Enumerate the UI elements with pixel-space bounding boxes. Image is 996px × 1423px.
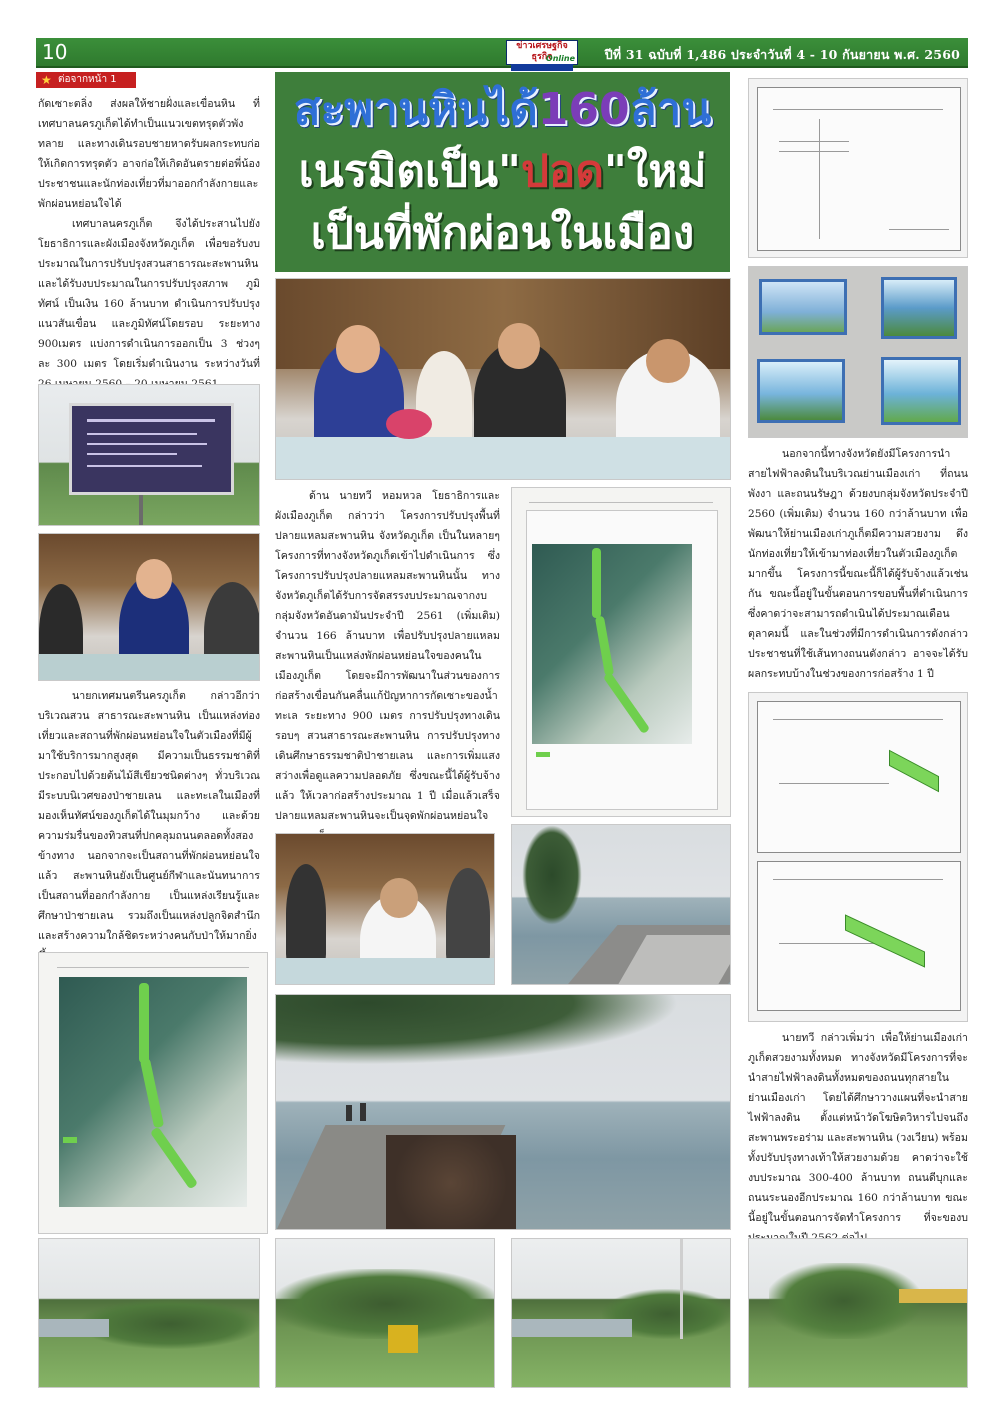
photo-plan-drawing-top bbox=[748, 78, 968, 258]
photo-design-renderings bbox=[748, 266, 968, 438]
photo-park-beach-1 bbox=[38, 1238, 260, 1388]
photo-meeting-official bbox=[275, 833, 495, 985]
issue-info: ปีที่ 31 ฉบับที่ 1,486 ประจำวันที่ 4 - 10 กันยายน พ.ศ. 2560 bbox=[604, 47, 960, 62]
photo-meeting-panel bbox=[275, 278, 731, 480]
paragraph: นายกเทศมนตรีนครภูเก็ต กล่าวอีกว่า บริเวณสวน สาธารณะสะพานหิน เป็นแหล่งท่องเที่ยวและสถานที่พักผ่อนหย่อนใจในตัวเมืองที่มีผู้มาใช้บริการมากสูงสุด มีความเป็นธรรมชาติที่ประกอบไปด้วยต้นไม้สีเขียวชนิดต่างๆ ทั่วบริเวณ มีระบบนิเวศของป่าชายเลน และทะเลในเมืองที่มองเห็นทัศน์ของภูเก็ตได้ในมุมกว้าง และด้วยความร่มรื่นของทิวสนที่ปกคลุมถนนตลอดทั้งสองข้างทาง นอกจากจะเป็นสถานที่พักผ่อนหย่อนใจแล้ว สะพานหินยังเป็นศูนย์กีฬาและนันทนาการ เป็นสถานที่ออกกำลังกาย เป็นแหล่งเรียนรู้และศึกษาป่าชายเลน รวมถึงเป็นแหล่งปลูกจิตสำนึกและสร้างความใกล้ชิดระหว่างคนกับป่าให้มากยิ่ง bbox=[38, 690, 260, 942]
continued-tag: ★ ต่อจากหน้า 1 bbox=[36, 72, 136, 88]
photo-seafront-promenade bbox=[275, 994, 731, 1230]
column-1-text-bottom bbox=[38, 686, 260, 948]
logo-title: ข่าวเศรษฐกิจธุรกิจ bbox=[516, 41, 568, 62]
photo-signboard bbox=[38, 384, 260, 526]
photo-park-palms bbox=[748, 1238, 968, 1388]
logo-online: Online bbox=[545, 54, 575, 63]
photo-park-beach-2 bbox=[511, 1238, 731, 1388]
column-3-text-top bbox=[748, 444, 968, 690]
paragraph: เทศบาลนครภูเก็ต จึงได้ประสานไปยังโยธาธิการและผังเมืองจังหวัดภูเก็ต เพื่อขอรับงบประมาณในการปรับปรุงสวนสาธารณะสะพานหิน และได้รับงบประมาณในการปรับปรุงสภาพ ภูมิทัศน์ เป็นเงิน 160 ล้านบาท ดำเนินการปรับปรุงแนวสันเขื่อน และภูมิทัศน์โดยรอบ ระยะทาง 900เมตร แบ่งการดำเนินการออกเป็น 3 ช่วงๆ ละ 300 เมตร โดยเริ่มดำเนินงาน ระหว่างวันที่ bbox=[38, 218, 260, 370]
column-2-text bbox=[275, 486, 500, 826]
headline-line-2: เนรมิตเป็น"ปอด"ใหม่ bbox=[298, 146, 707, 197]
star-icon: ★ bbox=[41, 73, 52, 87]
column-1-text-top bbox=[38, 94, 260, 380]
headline-line-3: เป็นที่พักผ่อนในเมือง bbox=[310, 208, 695, 259]
paragraph: ด้าน นายทวี หอมหวล โยธาธิการและผังเมืองภูเก็ต กล่าวว่า โครงการปรับปรุงพื้นที่ปลายแหลมสะพานหิน จังหวัดภูเก็ต เป็นในหลายๆ โครงการที่ทางจังหวัดภูเก็ตเข้าไปดำเนินการ ซึ่งโครงการปรับปรุงปลายแหลมสะพานหินนั้น ทางจังหวัดภูเก็ตได้รับการจัดสรรงบประมาณจากงบกลุ่มจังหวัดอันดามันประจำปี 2561 (เพิ่มเติม) จำนวน 166 ล้านบาท เพื่อปรับปรุงปลายแหลมสะพานหินเป็นแหล่งพักผ่อนหย่อนใจของคนในเมืองภูเก็ต โดยจะมีการพัฒนาในส่วนของการก่อสร้างเขื่อนกันคลื่นแก้ปัญหาการกัดเซาะของน้ำทะเล ระยะทาง 900 เมตร การปรับปรุงทางเดินรอบๆ สวนสาธารณะสะพานหิน การปรับปรุงทางเดินศึกษาธรรมชาติป่าชายเลน และการเพิ่มแสงสว่างเพื่อดูแลความปลอดภัย ซึ่งขณะนี้ได้ผู้รับจ้างแล้ว ให้เวลาก่อสร้างประมาณ 1 ปี เมื่อแล้วเสร็จ ปลายแหลมสะพานหินจะเป็นจุดพักผ่อนหย่อนใจ bbox=[275, 490, 500, 822]
paragraph: กัดเซาะตลิ่ง ส่งผลให้ชายฝั่งและเขื่อนหิน ที่เทศบาลนครภูเก็ตได้ทำเป็นแนวเขตทรุดตัวพังทลาย และทางเดินรอบชายหาดรับผลกระทบก่อให้เกิดการทรุดตัว อาจก่อให้เกิดอันตรายต่อพี่น้องประชาชนและนักท่องเที่ยวที่มาออกกำลังกายและพักผ่อนหย่อนใจได้ bbox=[38, 98, 260, 210]
photo-project-map-poster bbox=[38, 952, 268, 1234]
paragraph: นอกจากนี้ทางจังหวัดยังมีโครงการนำสายไฟฟ้าลงดินในบริเวณย่านเมืองเก่า ที่ถนนพังงา และถนนรัษฎา ด้วยงบกลุ่มจังหวัดประจำปี 2560 (เพิ่มเติม) จำนวน 160 กว่าล้านบาท เพื่อพัฒนาให้ย่านเมืองเก่าภูเก็ตมีความสวยงาม ดึงนักท่องเที่ยวให้เข้ามาท่องเที่ยวในตัวเมืองภูเก็ตมากขึ้น โครงการนี้ขณะนี้ก็ได้ผู้รับจ้างแล้วเช่นกัน ขณะนี้อยู่ในขั้นตอนการขอบพื้นที่ดำเนินการ ซึ่งคาดว่าจะสามารถดำเนินได้ประมาณเดือนตุลาคมนี้ และในช่วงที่มีการดำเนินการดังกล่าว ประชาชนที่ใช้เส้นทางถนนดังกล่าว อาจจะได้รับผลกระทบบ้างในช่วงของการก่อสร้าง 1 ปี bbox=[748, 448, 968, 680]
headline-box bbox=[275, 72, 730, 272]
photo-project-map-poster-large bbox=[511, 487, 731, 817]
page-number: 10 bbox=[42, 40, 68, 64]
photo-seawall-walkway bbox=[511, 824, 731, 985]
paragraph: นายทวี กล่าวเพิ่มว่า เพื่อให้ย่านเมืองเก่าภูเก็ตสวยงามทั้งหมด ทางจังหวัดมีโครงการที่จะนำสายไฟฟ้าลงดินทั้งหมดของถนนทุกสายในย่านเมืองเก่า โดยได้ศึกษาวางแผนที่จะนำสายไฟฟ้าลงดิน ตั้งแต่หน้าวัดโฆษิตวิหารไปจนถึงสะพานพระอร่าม และสะพานหิน (วงเวียน) พร้อมทั้งปรับปรุงทางเท้าให้สวยงามด้วย คาดว่าจะใช้งบประมาณ 300-400 ล้านบาท ถนนดีบุกและถนนระนองอีกประมาณ 160 กว่าล้านบาท ขณะนี้อยู่ในขั้นตอนการจัดทำโครงการ ที่จะของบ bbox=[748, 1032, 968, 1224]
photo-plan-drawing-bottom bbox=[748, 692, 968, 1022]
photo-meeting-speaker bbox=[38, 533, 260, 681]
page-header bbox=[36, 38, 968, 68]
newspaper-logo bbox=[506, 40, 578, 65]
headline-line-1: สะพานหินได้160ล้าน bbox=[293, 84, 712, 135]
photo-park-trees-excavator bbox=[275, 1238, 495, 1388]
column-3-text-bottom bbox=[748, 1028, 968, 1234]
